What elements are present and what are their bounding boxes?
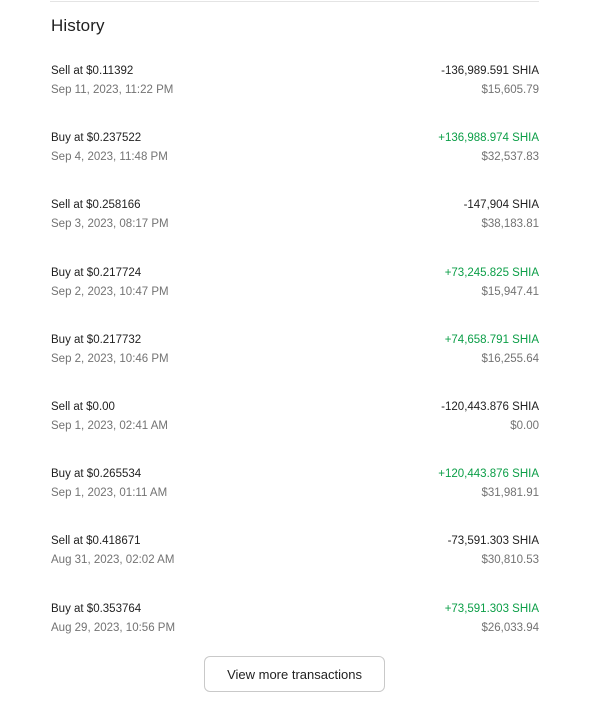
transaction-amount: -136,989.591 SHIA (441, 65, 539, 77)
transaction-amount: +73,245.825 SHIA (444, 266, 539, 279)
transaction-details (51, 601, 175, 636)
transaction-action: Sell at $0.418671 (51, 535, 141, 548)
transaction-datetime: Sep 1, 2023, 01:11 AM (51, 487, 168, 500)
transaction-amount: -73,591.303 SHIA (447, 535, 539, 548)
transaction-action: Sell at $0.11392 (51, 65, 134, 77)
transaction-value: $15,947.41 (481, 285, 539, 298)
transaction-datetime: Sep 2, 2023, 10:46 PM (51, 352, 169, 365)
transaction-action: Buy at $0.237522 (51, 132, 142, 145)
transaction-action: Sell at $0.258166 (51, 199, 141, 212)
transaction-amounts (441, 399, 539, 434)
transaction-amounts (438, 130, 539, 165)
transaction-amounts (445, 332, 539, 367)
transaction-amount: +74,658.791 SHIA (444, 333, 539, 346)
transaction-value: $0.00 (510, 419, 539, 432)
transaction-amounts (441, 63, 539, 98)
transaction-value: $16,255.64 (481, 352, 539, 365)
transaction-row[interactable] (51, 197, 539, 264)
transaction-details (51, 399, 168, 434)
transaction-action: Sell at $0.00 (51, 400, 115, 413)
history-title: History (51, 16, 105, 35)
transaction-value: $30,810.53 (481, 554, 539, 567)
transaction-value: $32,537.83 (481, 151, 539, 164)
transaction-datetime: Sep 1, 2023, 02:41 AM (51, 419, 169, 432)
transaction-amount: -147,904 SHIA (463, 199, 539, 212)
transaction-datetime: Aug 31, 2023, 02:02 AM (51, 554, 175, 567)
transaction-details (51, 130, 168, 165)
top-divider (50, 1, 539, 2)
view-more-transactions-button[interactable]: View more transactions (204, 656, 385, 692)
transaction-details (51, 197, 169, 232)
transaction-row[interactable] (51, 399, 539, 466)
transaction-datetime: Sep 2, 2023, 10:47 PM (51, 285, 169, 298)
transaction-amounts (448, 533, 539, 568)
transaction-action: Buy at $0.217724 (51, 266, 142, 279)
transaction-value: $38,183.81 (481, 218, 539, 231)
transaction-details (51, 63, 173, 98)
transaction-amount: +120,443.876 SHIA (438, 468, 539, 481)
transaction-datetime: Aug 29, 2023, 10:56 PM (51, 621, 176, 634)
transaction-row[interactable] (51, 466, 539, 533)
transaction-amounts (464, 197, 539, 232)
transaction-value: $15,605.79 (481, 84, 539, 96)
transaction-datetime: Sep 11, 2023, 11:22 PM (51, 84, 174, 96)
transaction-row[interactable] (51, 332, 539, 399)
transaction-details (51, 265, 169, 300)
transaction-amounts (438, 466, 539, 501)
transaction-amounts (445, 601, 539, 636)
transaction-datetime: Sep 3, 2023, 08:17 PM (51, 218, 169, 231)
transaction-amount: +73,591.303 SHIA (444, 602, 539, 615)
transaction-value: $26,033.94 (481, 621, 539, 634)
transaction-details (51, 332, 169, 367)
transaction-amounts (445, 265, 539, 300)
transaction-value: $31,981.91 (481, 487, 539, 500)
transaction-list (51, 63, 539, 668)
transaction-details (51, 533, 174, 568)
transaction-datetime: Sep 4, 2023, 11:48 PM (51, 151, 168, 164)
transaction-action: Buy at $0.265534 (51, 468, 142, 481)
transaction-row[interactable] (51, 533, 539, 600)
transaction-row[interactable] (51, 265, 539, 332)
transaction-amount: +136,988.974 SHIA (438, 132, 539, 145)
transaction-row[interactable] (51, 130, 539, 197)
transaction-row[interactable] (51, 63, 539, 130)
transaction-action: Buy at $0.217732 (51, 333, 142, 346)
transaction-details (51, 466, 167, 501)
transaction-action: Buy at $0.353764 (51, 602, 142, 615)
transaction-amount: -120,443.876 SHIA (441, 400, 539, 413)
